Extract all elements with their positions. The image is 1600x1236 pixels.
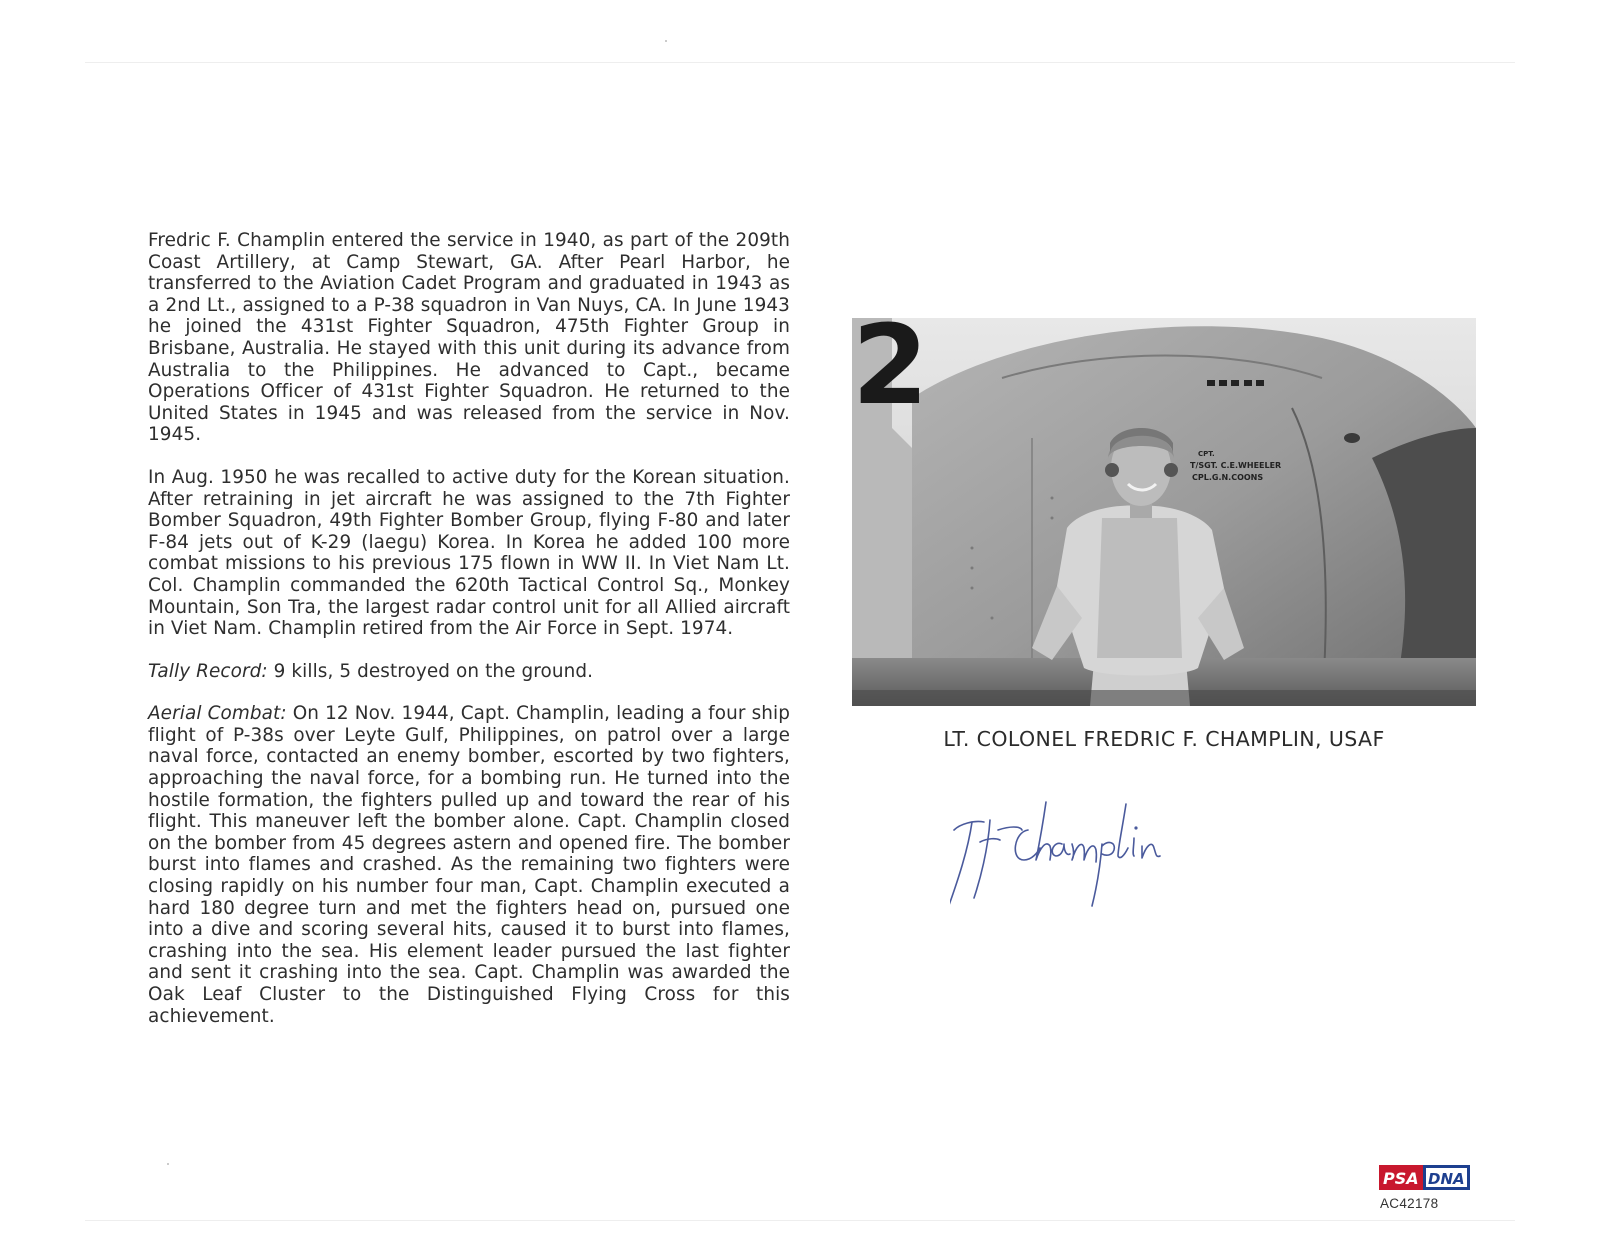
pilot-photo	[852, 318, 1476, 706]
photo-caption: LT. COLONEL FREDRIC F. CHAMPLIN, USAF	[943, 727, 1385, 751]
psa-dna-logo	[1379, 1165, 1470, 1190]
paper-speck	[167, 1163, 169, 1165]
aerial-combat-text: On 12 Nov. 1944, Capt. Champlin, leading a four ship flight of P-38s over Leyte Gulf, Philippines, on patrol over a large naval force, contacted an enemy bomber, escorted by two fighters, approaching the naval force, for a bombing run. He turned into the hostile formation, the fighters pulled up and toward the rear of his flight. This maneuver left the bomber alone. Capt. Champlin closed on the bomber from 45 degrees astern and opened fire. The bomber burst into flames and crashed. As the remaining two fighters were closing rapidly on his number four man, Capt. Champlin executed a hard 180 degree turn and met the fighters head on, pursued one into a dive and scoring several hits, caused it to burst into flames, crashing into the sea. His element leader pursued the last fighter and sent it crashing into the sea. Capt. Champlin was awarded the Oak Leaf Cluster to the Distinguished Flying Cross for this achievement.	[148, 703, 790, 1027]
autograph-signature	[950, 790, 1190, 920]
svg-text:PSA: PSA	[1383, 1169, 1419, 1188]
tail-number: 2	[852, 318, 929, 429]
tally-record-value: 9 kills, 5 destroyed on the ground.	[267, 660, 594, 682]
paper-speck	[665, 40, 667, 42]
bio-paragraph-korea: In Aug. 1950 he was recalled to active duty for the Korean situation. After retraining in jet aircraft he was assigned to the 7th Fighter Bomber Squadron, 49th Fighter Bomber Group, flying F-80 and later F-84 jets out of K-29 (laegu) Korea. In Korea he added 100 more combat missions to his previous 175 flown in WW II. In Viet Nam Lt. Col. Champlin commanded the 620th Tactical Control Sq., Monkey Mountain, Son Tra, the largest radar control unit for all Allied aircraft in Viet Nam. Champlin retired from the Air Force in Sept. 1974.	[148, 466, 790, 640]
nose-art-line-1: CPT.	[1198, 450, 1215, 458]
svg-text:DNA: DNA	[1428, 1170, 1465, 1188]
biography-text	[148, 230, 790, 1048]
nose-art-line-3: CPL.G.N.COONS	[1192, 473, 1264, 482]
bottom-rule	[85, 1220, 1515, 1221]
nose-art-line-2: T/SGT. C.E.WHEELER	[1190, 461, 1282, 470]
top-rule	[85, 62, 1515, 63]
aerial-combat-label: Aerial Combat:	[148, 703, 287, 725]
bio-paragraph-service: Fredric F. Champlin entered the service in 1940, as part of the 209th Coast Artillery, at Camp Stewart, GA. After Pearl Harbor, he transferred to the Aviation Cadet Program and graduated in 1943 as a 2nd Lt., assigned to a P-38 squadron in Van Nuys, CA. In June 1943 he joined the 431st Fighter Squadron, 475th Fighter Group in Brisbane, Australia. He stayed with this unit during its advance from Australia to the Philippines. He advanced to Capt., became Operations Officer of 431st Fighter Squadron. He returned to the United States in 1945 and was released from the service in Nov. 1945.	[148, 230, 790, 446]
tally-record-label: Tally Record:	[148, 660, 268, 682]
aerial-combat	[148, 703, 790, 1027]
tally-record	[148, 661, 790, 683]
certificate-number: AC42178	[1380, 1196, 1439, 1211]
